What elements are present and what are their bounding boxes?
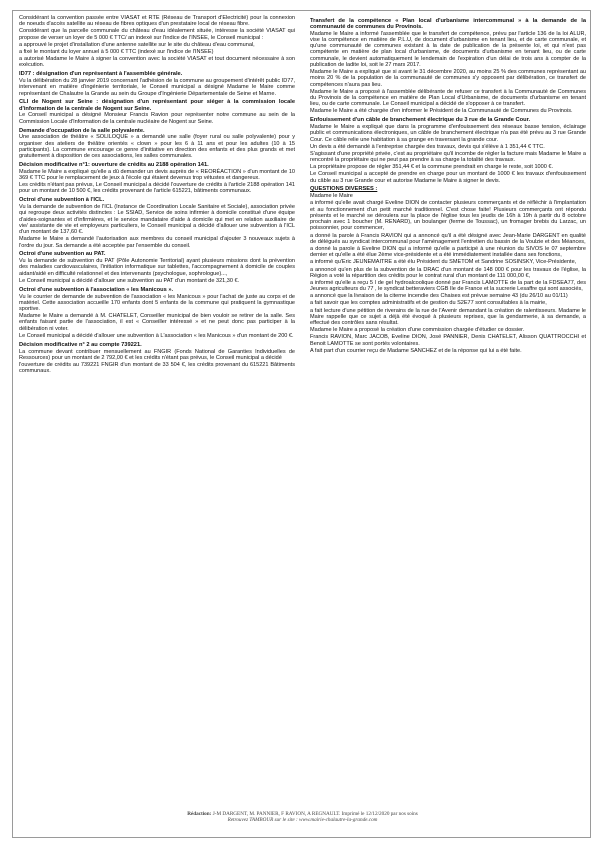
paragraph: a autorisé Madame le Maire à signer la convention avec la société VIASAT et tout document nécessaire à son exécution.: [19, 56, 295, 69]
paragraph: Vu le courrier de demande de subvention de l'association « les Manicous » pour l'achat de juste au corps et de matériel. Cette association accueille 170 enfants dont 5 enfants de la commune qui pratiquent la gymnastique sportive.: [19, 293, 295, 313]
paragraph: a approuvé le projet d'installation d'une antenne satellite sur le site du château d'eau communal,: [19, 41, 255, 48]
footer-website: Retrouvez TAMBOUR sur le site : www.mairie-chalautre-la-grande.com: [227, 817, 378, 824]
paragraph: Madame le Maire a informé l'assemblée que le transfert de compétence, prévu par l'article 136 de la loi ALUR, vise la compétence en matière de P.L.U, de document d'urbanisme en tenant lieu, et de carte communale, et qu'une communauté de communes existant à la date de publication de la présente loi, et qui n'est pas compétente en matière de plan local d'urbanisme, de documents d'urbanisme en tenant lieu, ou de carte communale, le devient automatiquement le lendemain de l'expiration d'un délai de trois ans à compter de la publication de ladite loi, soit le 27 mars 2017.: [310, 30, 586, 68]
paragraph: Madame le Maire a été chargée d'en informer le Président de la Communauté de Communes du Provinois.: [310, 108, 573, 115]
left-column: [19, 15, 295, 802]
paragraph: Madame le Maire a expliqué que dans la programme d'enfouissement des réseaux basse tension, éclairage public et communications électroniques, un câble de branchement électrique n'a pas été prévu au 3 rue Grande Cour. Ce câble relie une habitation à sa grange en traversant la grande cour.: [310, 124, 586, 143]
section-heading: QUESTIONS DIVERSES :: [310, 186, 378, 193]
section-heading: Transfert de la compétence « Plan local d'urbanisme intercommunal » à la demande de la communauté de communes du Provinois.: [310, 17, 586, 30]
paragraph: a fixé le montant du loyer annuel à 5 000 € TTC (indexé sur l'indice de l'INSEE): [19, 48, 214, 55]
section-heading: Octroi d'une subvention au PAT.: [19, 251, 106, 258]
columns: [19, 15, 586, 802]
section-heading: Décision modificative n°1: ouverture de crédits au 2188 opération 141.: [19, 161, 209, 168]
paragraph: Le Conseil municipal a décidé d'allouer une subvention à L'association « les Manicous » d'un montant de 200 €.: [19, 332, 294, 339]
paragraph: S'agissant d'une propriété privée, c'est au propriétaire qu'il incombe de régler la facture mais Madame le Maire a rencontré la propriétaire qui ne peut pas prendre à sa charge la totalité des travaux.: [310, 150, 586, 164]
paragraph: Vu la demande de subvention de l'ICL (Instance de Coordination Locale Sanitaire et Sociale), association privée qui regroupe deux activités distinctes : Le SSIAD, Service de soins infirmier à domicile constitué d'une équipe d'aides-soignantes et d'infirmières, et le service mandataire d'aide à domicile qui met en relation auxiliaire de vie/ assistante de vie et employeurs particuliers, le Conseil municipal a décidé d'allouer une subvention à l'ICL d'un montant de 137,60 €.: [19, 204, 295, 236]
document-page: [12, 10, 591, 838]
right-column: [310, 15, 586, 802]
paragraph: Madame le Maire a demandé l'autorisation aux membres du conseil municipal d'ajouter 3 nouveaux sujets à l'ordre du jour. Sa demande a été acceptée par l'ensemble du conseil.: [19, 236, 295, 249]
paragraph: Les crédits n'étant pas prévus, Le Conseil municipal a décidé l'ouverture de crédits à l'article 2188 opération 141 pour un montant de 10 500 €, les crédits provenant de l'article 615221, bâtiments communaux.: [19, 182, 295, 195]
section-heading: Octroi d'une subvention à l'ICL.: [19, 197, 105, 204]
paragraph: a annoncé que la livraison de la citerne incendie des Chaises est prévue semaine 43 (du 26/10 au 01/11): [310, 293, 568, 300]
paragraph: a informé qu'elle a reçu 5 l de gel hydroalcoolique donné par Francis LAMOTTE de la part de la FDSEA77, des Jeunes agriculteurs du 77 , le syndicat betteraviers CGB Ile de France et la sucrerie Lesaffre qui sont associés,: [310, 279, 586, 293]
footer-credits-text: J-M DARGENT, M. PANNIER, F RAVION, A REGNAULT. Imprimé le 12/12/2020 par nos soins: [212, 811, 418, 817]
paragraph: a annoncé qu'en plus de la subvention de la DRAC d'un montant de 148 000 € pour les travaux de l'église, la Région a voté la répartition des crédits pour le contrat rural d'un montant de 111 000,00 €,: [310, 266, 586, 279]
paragraph: Madame le Maire a proposé la création d'une commission chargée d'étudier ce dossier.: [310, 327, 525, 334]
paragraph: Vu la demande de subvention du PAT (Pôle Autonomie Territorial) ayant plusieurs missions dont la prévention des maladies cardiovasculaires, l'initiation informatique sur tablettes, l'accompagnement à domicile de couples aidant/aidé en difficulté relationnel et des intervenants (psychologue, sophrologue)...,: [19, 258, 295, 277]
paragraph: a donné la parole à Francis RAVION qui a annoncé qu'il a été désigné avec Jean-Marie DARGENT en qualité de délégués au syndicat intercommunal pour l'aménagement l'entretien du bassin de la Voulzie et des Méances,: [310, 232, 586, 245]
paragraph: Le Conseil municipal a désigné Monsieur Francis Ravion pour représenter notre commune au sein de la Commission Locale d'Information de la centrale nucléaire de Nogent sur Seine.: [19, 112, 295, 125]
paragraph: A fait part d'un courrier reçu de Madame SANCHEZ et de la réponse qui lui a été faite.: [310, 347, 522, 354]
section-heading: CLI de Nogent sur Seine : désignation d'un représentant pour siéger à la commission locale d'information de la centrale de Nogent sur Seine.: [19, 99, 295, 112]
paragraph: La propriétaire propose de régler 351,44 € et la commune prendrait en charge le reste, soit 1000 €.: [310, 164, 553, 171]
paragraph: Considérant que la parcelle communale du château d'eau idéalement située, intéresse la société VIASAT qui propose de verser un loyer de 5 000 € TTC/ an indexé sur l'indice de l'INSEE, le Conseil municipal :: [19, 28, 295, 41]
footer-credits-label: Rédaction:: [187, 811, 212, 817]
paragraph: a donné la parole à Eveline DION qui a informé qu'elle a participé à une réunion du SIVOS le 07 septembre dernier et qu'elle a été élue 2ème vice-présidente et a été immédiatement installée dans ses fonctions,: [310, 245, 586, 259]
paragraph: Madame le Maire: [310, 193, 353, 200]
paragraph: Une association de théâtre « SOLILOQUE » a demandé une salle (foyer rural ou salle polyvalente) pour y organiser des ateliers de théâtre orientés « clown » pour les 6 à 11 ans et pour les adultes (10 à 15 participants). La commune encourage ce genre d'initiative en direction des enfants et des plus grands et met gratuitement à disposition de ces associations, les salles communales.: [19, 134, 295, 160]
section-heading: Décision modificative n° 2 au compte 739221.: [19, 341, 142, 348]
paragraph: a informé qu'elle avait chargé Eveline DION de contacter plusieurs commerçants et de réfléchir à l'implantation et au fonctionnement d'un petit marché traditionnel. C'est chose faite! Plusieurs commerçants ont répondu présents et le marché se déroulera sur la place de l'église tous les jeudis de 16h à 19h à partir du 8 octobre prochain avec 1 boucher (M. RENARD), un boulanger (ferme de Toussac), un fromager brebis du Larzac, un poissonnier, pour commencer,: [310, 200, 586, 232]
paragraph: Vu la délibération du 28 janvier 2019 concernant l'adhésion de la commune au groupement d'intérêt public ID77, intervenant en matière d'ingénierie territoriale, le Conseil municipal a désigné Madame le Maire comme représentant de Chalautre la Grande au sein du Groupe d'Ingénierie Départementale de Seine et Marne.: [19, 78, 295, 97]
footer: [13, 811, 592, 824]
paragraph: a fait savoir que les comptes administratifs et de gestion du S2E77 sont consultables à la mairie,: [310, 300, 547, 307]
paragraph: Le Conseil municipal a accepté de prendre en charge pour un montant de 1000 € les travaux d'enfouissement du câble au 3 rue Grande cour et autorise Madame le Maire à signer le devis.: [310, 171, 586, 184]
paragraph: a fait lecture d'une pétition de riverains de la rue de l'Avenir demandant la création de ralentisseurs. Madame le Maire rappelle que ce sujet a déjà été évoqué à plusieurs reprises, que la gendarmerie, à sa demande, a effectué des contrôles sans résultat.: [310, 307, 586, 327]
section-heading: Enfouissement d'un câble de branchement électrique du 3 rue de la Grande Cour.: [310, 117, 531, 124]
section-heading: Octroi d'une subvention à l'association « les Manicous ».: [19, 286, 174, 293]
paragraph: Madame le Maire a expliqué qu'elle a dû demander un devis auprès de « REORÉACTION » d'un montant de 10 369 € TTC pour le remplacement de jeux à l'école qui étaient devenus trop vétustes et dangereux.: [19, 168, 295, 182]
section-heading: ID77 : désignation d'un représentant à l'assemblée générale.: [19, 71, 183, 78]
section-heading: Demande d'occupation de la salle polyvalente.: [19, 127, 145, 134]
paragraph: Considérant la convention passée entre VIASAT et RTE (Réseau de Transport d'Electricité) pour la connexion de noeuds d'accès satellite au réseau de fibres optiques d'un prestataire local de réseau fibre.: [19, 15, 295, 28]
paragraph: Madame le Maire a demandé à M. CHATELET, Conseiller municipal de bien vouloir se retirer de la salle. Ses enfants faisant partie de l'association, il est « Conseiller intéressé » et ne peut donc pas participer à la délibération ni voter.: [19, 313, 295, 332]
paragraph: Madame le Maire a proposé à l'assemblée délibérante de refuser ce transfert à la Communauté de Communes du Provinois de la compétence en matière de Plan Local d'Urbanisme, de documents d'urbanisme en tenant lieu, ou de carte communale. Le Conseil municipal a décidé de s'opposer à ce transfert.: [310, 88, 586, 108]
paragraph: Francis RAVION, Marc JACOB, Eveline DION, José PANNIER, Denis CHATELET, Alisson QUATTROCCHI et Benoit LAMOTTE se sont portés volontaires.: [310, 334, 586, 347]
paragraph: La commune devant contribuer mensuellement au FNGIR (Fonds National de Garanties Individuelles de Ressources) pour un montant de 2 792,00 € et les crédits n'étant pas prévus, le Conseil municipal a décidé: [19, 348, 295, 361]
paragraph: Le Conseil municipal a décidé d'allouer une subvention au PAT d'un montant de 321,30 €.: [19, 277, 240, 284]
paragraph: Madame le Maire a expliqué que si avant le 31 décembre 2020, au moins 25 % des communes représentant au moins 20 % de la population de la communauté de communes s'y opposent par délibération, ce transfert de compétences n'aura pas lieu.: [310, 69, 586, 88]
paragraph: a informé qu'Eric JEUNEMAITRE a été élu Président du SMETOM et Sandrine SOSINSKY, Vice-Présidente,: [310, 259, 577, 266]
paragraph: Un devis a été demandé à l'entreprise chargée des travaux, devis qui s'élève à 1 351,44 € TTC.: [310, 143, 545, 150]
paragraph: l'ouverture de crédits au 739221 FNGIR d'un montant de 33 504 €, les crédits provenant du 615221 Bâtiments communaux.: [19, 361, 295, 375]
